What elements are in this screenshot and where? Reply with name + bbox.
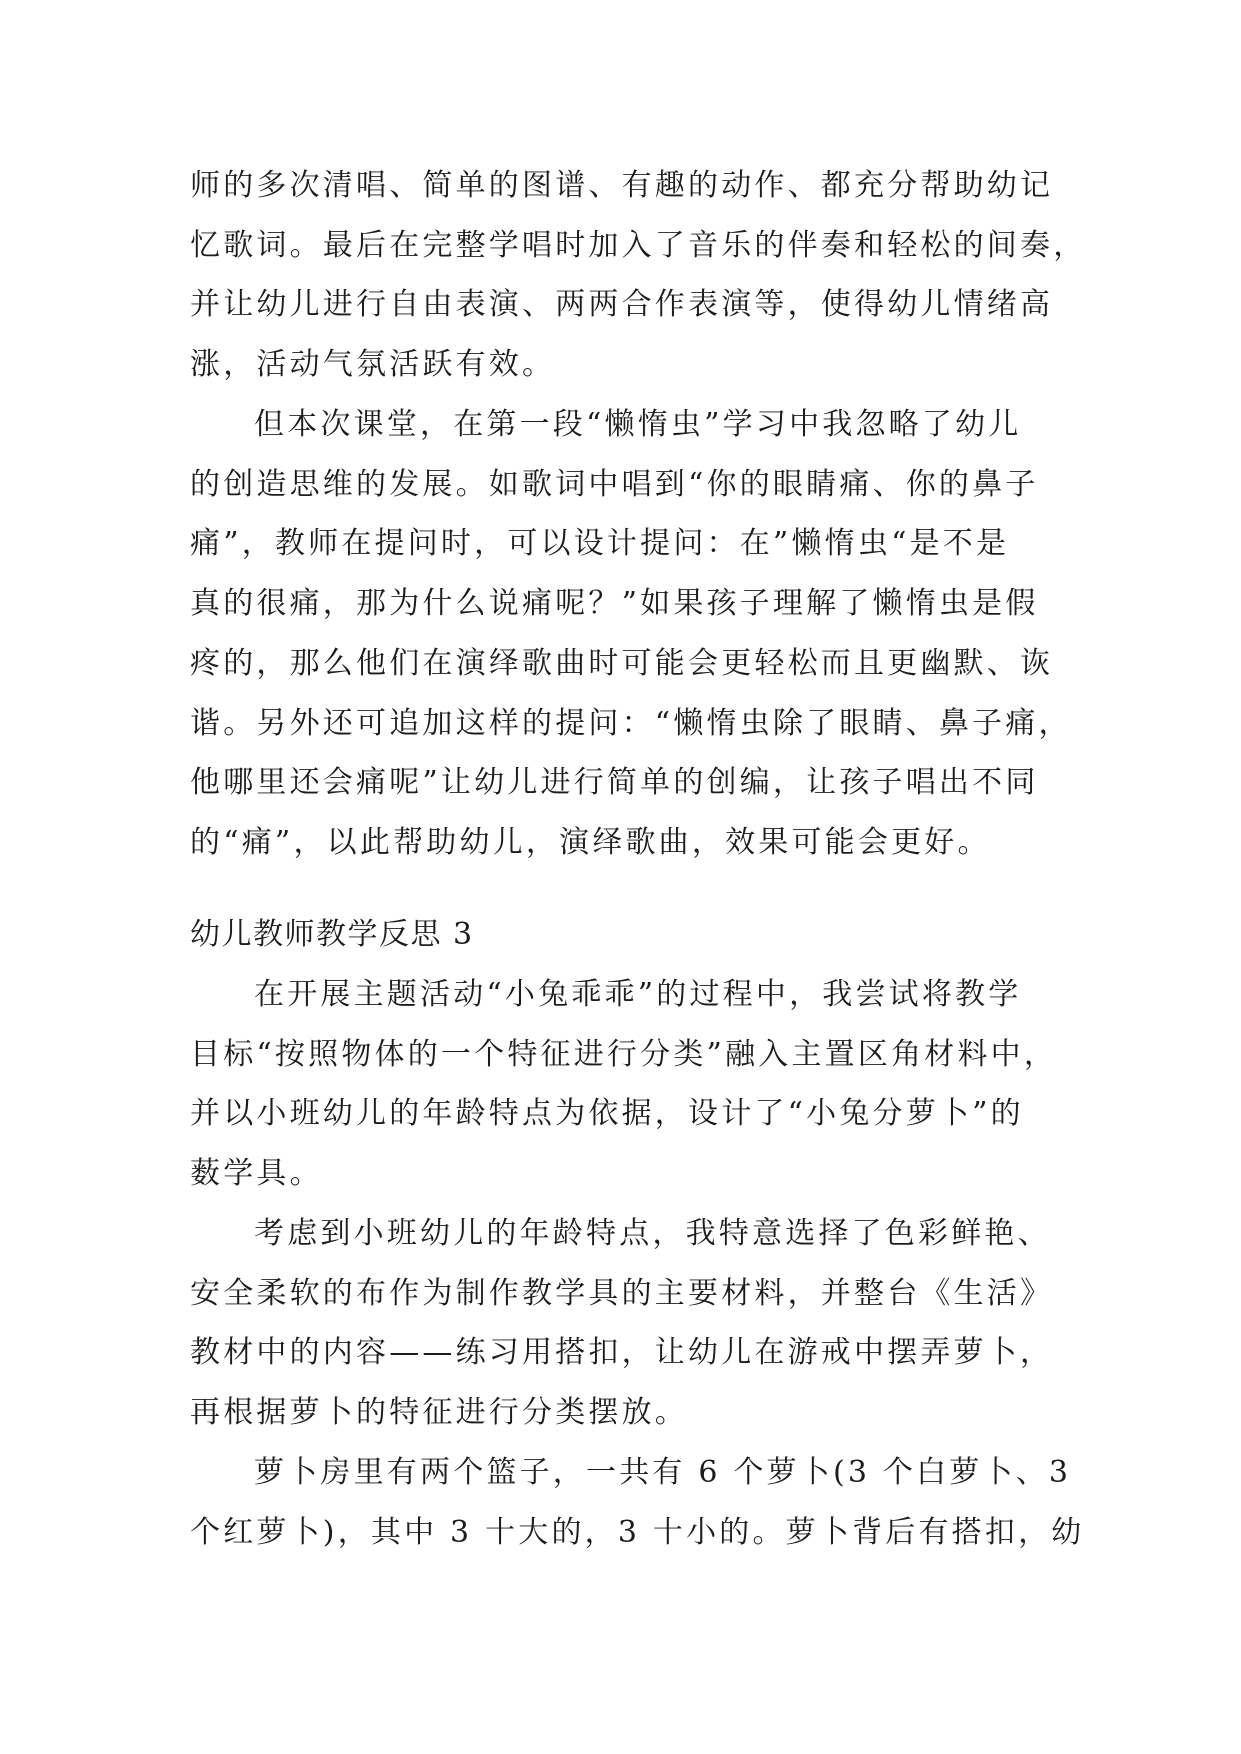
paragraph-line: 谐。另外还可追加这样的提问：“懒惰虫除了眼睛、鼻子痛， — [190, 706, 1072, 741]
section-heading: 幼儿教师教学反思 3 — [190, 917, 474, 952]
paragraph-line: 薮学具。 — [190, 1156, 323, 1191]
paragraph-line: 并以小班幼儿的年龄特点为依据，设计了“小兔分萝卜”的 — [190, 1096, 1024, 1131]
paragraph-line: 在开展主题活动“小兔乖乖”的过程中，我尝试将教学 — [254, 977, 1022, 1012]
paragraph-line: 真的很痛，那为什么说痛呢？”如果孩子理解了懒惰虫是假 — [190, 586, 1039, 621]
paragraph-line: 教材中的内容——练习用搭扣，让幼儿在游戒中摆弄萝卜， — [190, 1335, 1054, 1370]
paragraph-line: 再根据萝卜的特征进行分类摆放。 — [190, 1395, 688, 1430]
paragraph-line: 师的多次清唱、简单的图谱、有趣的动作、都充分帮助幼记 — [190, 168, 1054, 203]
paragraph-line: 的创造思维的发展。如歌词中唱到“你的眼睛痛、你的鼻子 — [190, 467, 1039, 502]
paragraph-line: 安全柔软的布作为制作教学具的主要材料，并整台《生活》 — [190, 1276, 1054, 1311]
paragraph-line: 目标“按照物体的一个特征进行分类”融入主置区角材料中， — [190, 1037, 1058, 1072]
paragraph-line: 疼的，那么他们在演绎歌曲时可能会更轻松而且更幽默、诙 — [190, 646, 1054, 681]
paragraph-line: 他哪里还会痛呢”让幼儿进行简单的创编，让孩子唱出不同 — [190, 765, 1039, 800]
paragraph-line: 萝卜房里有两个篮子，一共有 6 个萝卜(3 个白萝卜、3 — [254, 1455, 1072, 1490]
paragraph-line: 个红萝卜)，其中 3 十大的，3 十小的。萝卜背后有搭扣，幼 — [190, 1515, 1085, 1550]
paragraph-line: 痛”，教师在提问时，可以设计提问：在”懒惰虫“是不是 — [190, 526, 1010, 561]
paragraph-line: 忆歌词。最后在完整学唱时加入了音乐的伴奏和轻松的间奏， — [190, 228, 1087, 263]
paragraph-line: 但本次课堂，在第一段“懒惰虫”学习中我忽略了幼儿 — [254, 407, 1022, 442]
paragraph-line: 涨，活动气氛活跃有效。 — [190, 347, 556, 382]
paragraph-line: 并让幼儿进行自由表演、两两合作表演等，使得幼儿情绪高 — [190, 287, 1054, 322]
paragraph-line: 考虑到小班幼儿的年龄特点，我特意选择了色彩鲜艳、 — [254, 1216, 1051, 1251]
paragraph-line: 的“痛”，以此帮助幼儿，演绎歌曲，效果可能会更好。 — [190, 825, 991, 860]
